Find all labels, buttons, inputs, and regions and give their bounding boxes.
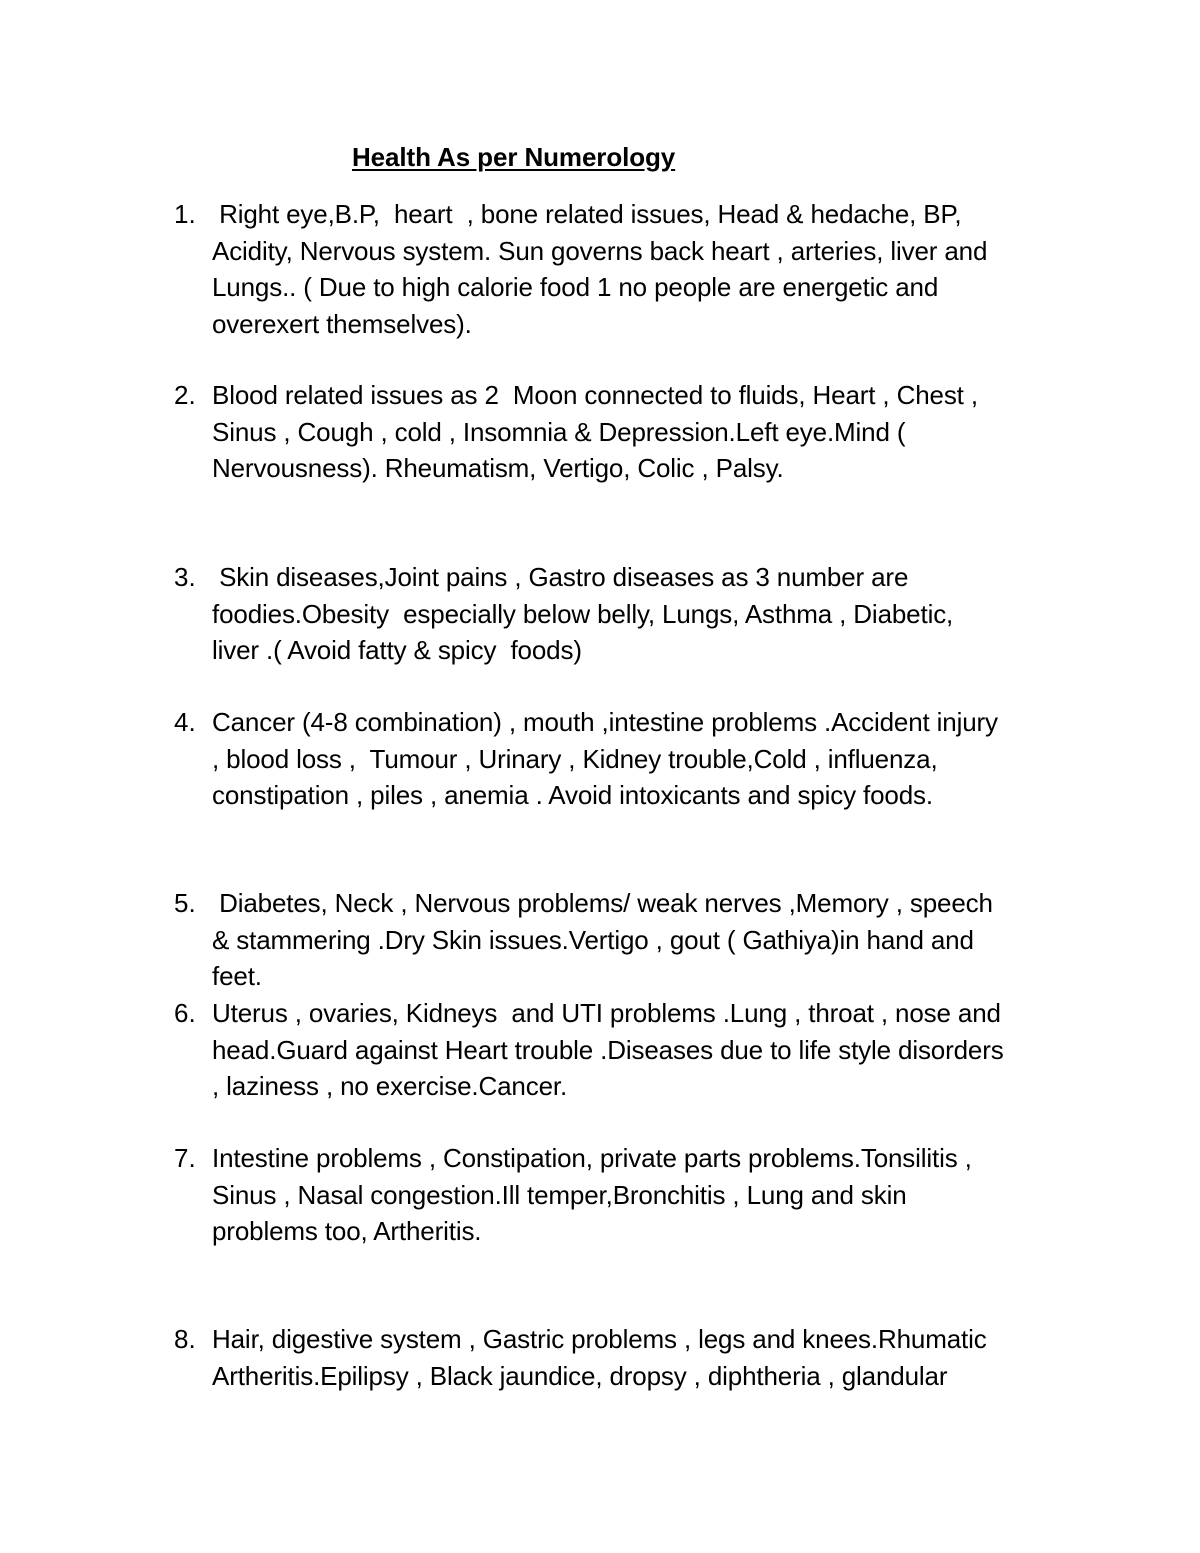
text-line: Lungs.. ( Due to high calorie food 1 no people are energetic and bbox=[212, 272, 939, 302]
text-line: Acidity, Nervous system. Sun governs back heart , arteries, liver and bbox=[212, 235, 988, 266]
list-item-number: 6. bbox=[174, 998, 196, 1028]
list-item-text bbox=[212, 377, 1082, 487]
text-line: Sinus , Cough , cold , Insomnia & Depression.Left eye.Mind ( bbox=[212, 416, 906, 447]
list-item-text bbox=[212, 559, 1082, 669]
list-item-number: 3. bbox=[174, 562, 196, 592]
text-line: & stammering .Dry Skin issues.Vertigo , gout ( Gathiya)in hand and bbox=[212, 924, 974, 955]
text-line: Hair, digestive system , Gastric problems , legs and knees.Rhumatic bbox=[212, 1324, 987, 1354]
text-line: , blood loss , Tumour , Urinary , Kidney trouble,Cold , influenza, bbox=[212, 743, 938, 774]
text-line: Nervousness). Rheumatism, Vertigo, Colic , Palsy. bbox=[212, 453, 784, 483]
text-line: feet. bbox=[212, 961, 262, 991]
text-line: , laziness , no exercise.Cancer. bbox=[212, 1071, 568, 1101]
text-line: Uterus , ovaries, Kidneys and UTI problems .Lung , throat , nose and bbox=[212, 998, 1001, 1028]
list-item-text bbox=[212, 704, 1082, 814]
list-item-text bbox=[212, 995, 1082, 1105]
list-item-text bbox=[212, 196, 1082, 342]
list-item-number: 2. bbox=[174, 380, 196, 410]
text-line: Diabetes, Neck , Nervous problems/ weak nerves ,Memory , speech bbox=[212, 888, 993, 918]
text-line: liver .( Avoid fatty & spicy foods) bbox=[212, 635, 582, 665]
list-item-number: 8. bbox=[174, 1324, 196, 1354]
text-line: foodies.Obesity especially below belly, Lungs, Asthma , Diabetic, bbox=[212, 598, 954, 629]
list-item-number: 4. bbox=[174, 707, 196, 737]
text-line: head.Guard against Heart trouble .Diseases due to life style disorders bbox=[212, 1034, 1004, 1065]
text-line: overexert themselves). bbox=[212, 308, 472, 339]
text-line: Right eye,B.P, heart , bone related issues, Head & hedache, BP, bbox=[212, 199, 962, 229]
text-line: constipation , piles , anemia . Avoid intoxicants and spicy foods. bbox=[212, 780, 933, 810]
list-item-number: 5. bbox=[174, 888, 196, 918]
list-item-number: 1. bbox=[174, 199, 196, 229]
text-line: Artheritis.Epilipsy , Black jaundice, dropsy , diphtheria , glandular bbox=[212, 1360, 948, 1391]
list-item-text bbox=[212, 885, 1082, 995]
list-item-text bbox=[212, 1321, 1082, 1394]
list-item-text bbox=[212, 1140, 1082, 1250]
page-title: Health As per Numerology bbox=[352, 142, 676, 172]
list-item-number: 7. bbox=[174, 1143, 196, 1173]
text-line: Cancer (4-8 combination) , mouth ,intestine problems .Accident injury bbox=[212, 707, 998, 737]
text-line: Skin diseases,Joint pains , Gastro diseases as 3 number are bbox=[212, 562, 909, 592]
text-line: Sinus , Nasal congestion.Ill temper,Bronchitis , Lung and skin bbox=[212, 1179, 907, 1210]
text-line: Intestine problems , Constipation, private parts problems.Tonsilitis , bbox=[212, 1143, 972, 1173]
text-line: problems too, Artheritis. bbox=[212, 1216, 482, 1246]
text-line: Blood related issues as 2 Moon connected to fluids, Heart , Chest , bbox=[212, 380, 978, 410]
